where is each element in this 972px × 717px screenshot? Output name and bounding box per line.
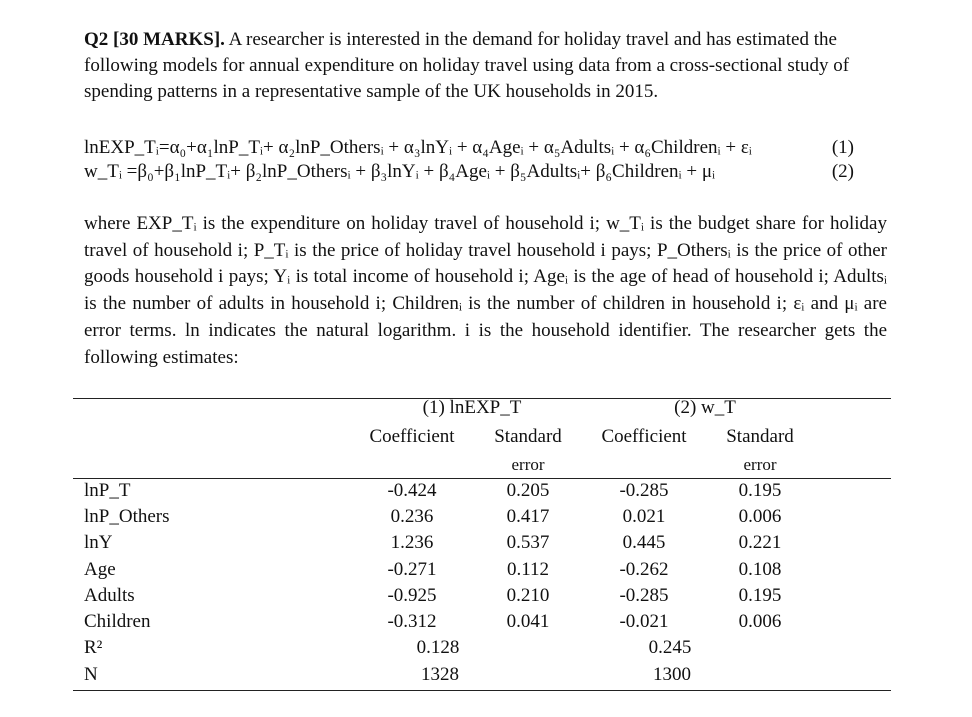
table-cell: 0.006	[738, 506, 782, 527]
table-cell: 0.417	[506, 506, 550, 527]
table-cell: -0.262	[619, 559, 669, 580]
table-cell: -0.424	[387, 480, 437, 501]
table-cell: 0.021	[622, 506, 666, 527]
model-2-se-header: Standard	[726, 426, 794, 447]
table-cell: 0.210	[506, 585, 550, 606]
table-cell: -0.312	[387, 611, 437, 632]
table-cell: -0.285	[619, 480, 669, 501]
equation-2-number: (2)	[831, 161, 854, 182]
equation-2-text: w_Tᵢ =β₀+β₁lnP_Tᵢ+ β₂lnP_Othersᵢ + β₃lnYᵢ + β₄Ageᵢ + β₅Adultsᵢ+ β₆Childrenᵢ + μᵢ	[84, 161, 716, 182]
model-1-header: (1) lnEXP_T	[422, 397, 522, 418]
table-cell: -0.925	[387, 585, 437, 606]
table-cell: 0.205	[506, 480, 550, 501]
n-model-1: 1328	[421, 664, 459, 685]
row-label-r-squared: R²	[84, 637, 103, 658]
equation-1-number: (1)	[831, 137, 854, 158]
table-cell: 0.537	[506, 532, 550, 553]
table-cell: 0.112	[506, 559, 550, 580]
model-1-se-header-line2: error	[511, 455, 545, 474]
row-label-n: N	[84, 664, 98, 685]
table-cell: 0.236	[390, 506, 434, 527]
table-cell: 0.006	[738, 611, 782, 632]
table-cell: -0.285	[619, 585, 669, 606]
model-2-se-header-line2: error	[743, 455, 777, 474]
question-text: A researcher is interested in the demand for holiday travel and has estimated the following models for annual expenditure on holiday travel using data from a cross-sectional study of spending patterns in a representative sample of the UK households in 2015.	[84, 29, 850, 102]
model-2-header: (2) w_T	[674, 397, 736, 418]
row-label-age: Age	[84, 559, 116, 580]
table-header-rule	[73, 478, 891, 479]
row-label-children: Children	[84, 611, 151, 632]
table-cell: 0.108	[738, 559, 782, 580]
table-cell: -0.271	[387, 559, 437, 580]
row-label-lnp-others: lnP_Others	[84, 506, 170, 527]
model-2-coef-header: Coefficient	[601, 426, 687, 447]
n-model-2: 1300	[653, 664, 691, 685]
equation-1	[84, 136, 854, 160]
variable-description: where EXP_Tᵢ is the expenditure on holiday travel of household i; w_Tᵢ is the budget share for holiday travel of household i; P_Tᵢ is the price of holiday travel household i pays; P_Othersᵢ is the price of other goods household i pays; Yᵢ is total income of household i; Ageᵢ is the age of head of household i; Adultsᵢ is the number of adults in household i; Childrenᵢ is the number of children in household i; εᵢ and μᵢ are error terms. ln indicates the natural logarithm. i is the household identifier. The researcher gets the following estimates:	[84, 213, 887, 368]
table-bottom-rule	[73, 690, 891, 691]
equation-1-text: lnEXP_Tᵢ=α₀+α₁lnP_Tᵢ+ α₂lnP_Othersᵢ + α₃lnYᵢ + α₄Ageᵢ + α₅Adultsᵢ + α₆Childrenᵢ + εᵢ	[84, 137, 752, 158]
table-cell: 0.195	[738, 585, 782, 606]
table-cell: 0.041	[506, 611, 550, 632]
table-cell: 0.445	[622, 532, 666, 553]
r-squared-model-2: 0.245	[648, 637, 692, 658]
r-squared-model-1: 0.128	[416, 637, 460, 658]
equation-2	[84, 160, 854, 184]
table-cell: -0.021	[619, 611, 669, 632]
row-label-lnp-t: lnP_T	[84, 480, 131, 501]
question-heading: Q2 [30 MARKS].	[84, 29, 225, 50]
row-label-adults: Adults	[84, 585, 135, 606]
row-label-lny: lnY	[84, 532, 113, 553]
model-1-coef-header: Coefficient	[369, 426, 455, 447]
table-cell: 1.236	[390, 532, 434, 553]
model-1-se-header: Standard	[494, 426, 562, 447]
table-cell: 0.221	[738, 532, 782, 553]
table-cell: 0.195	[738, 480, 782, 501]
question-intro	[84, 27, 894, 105]
